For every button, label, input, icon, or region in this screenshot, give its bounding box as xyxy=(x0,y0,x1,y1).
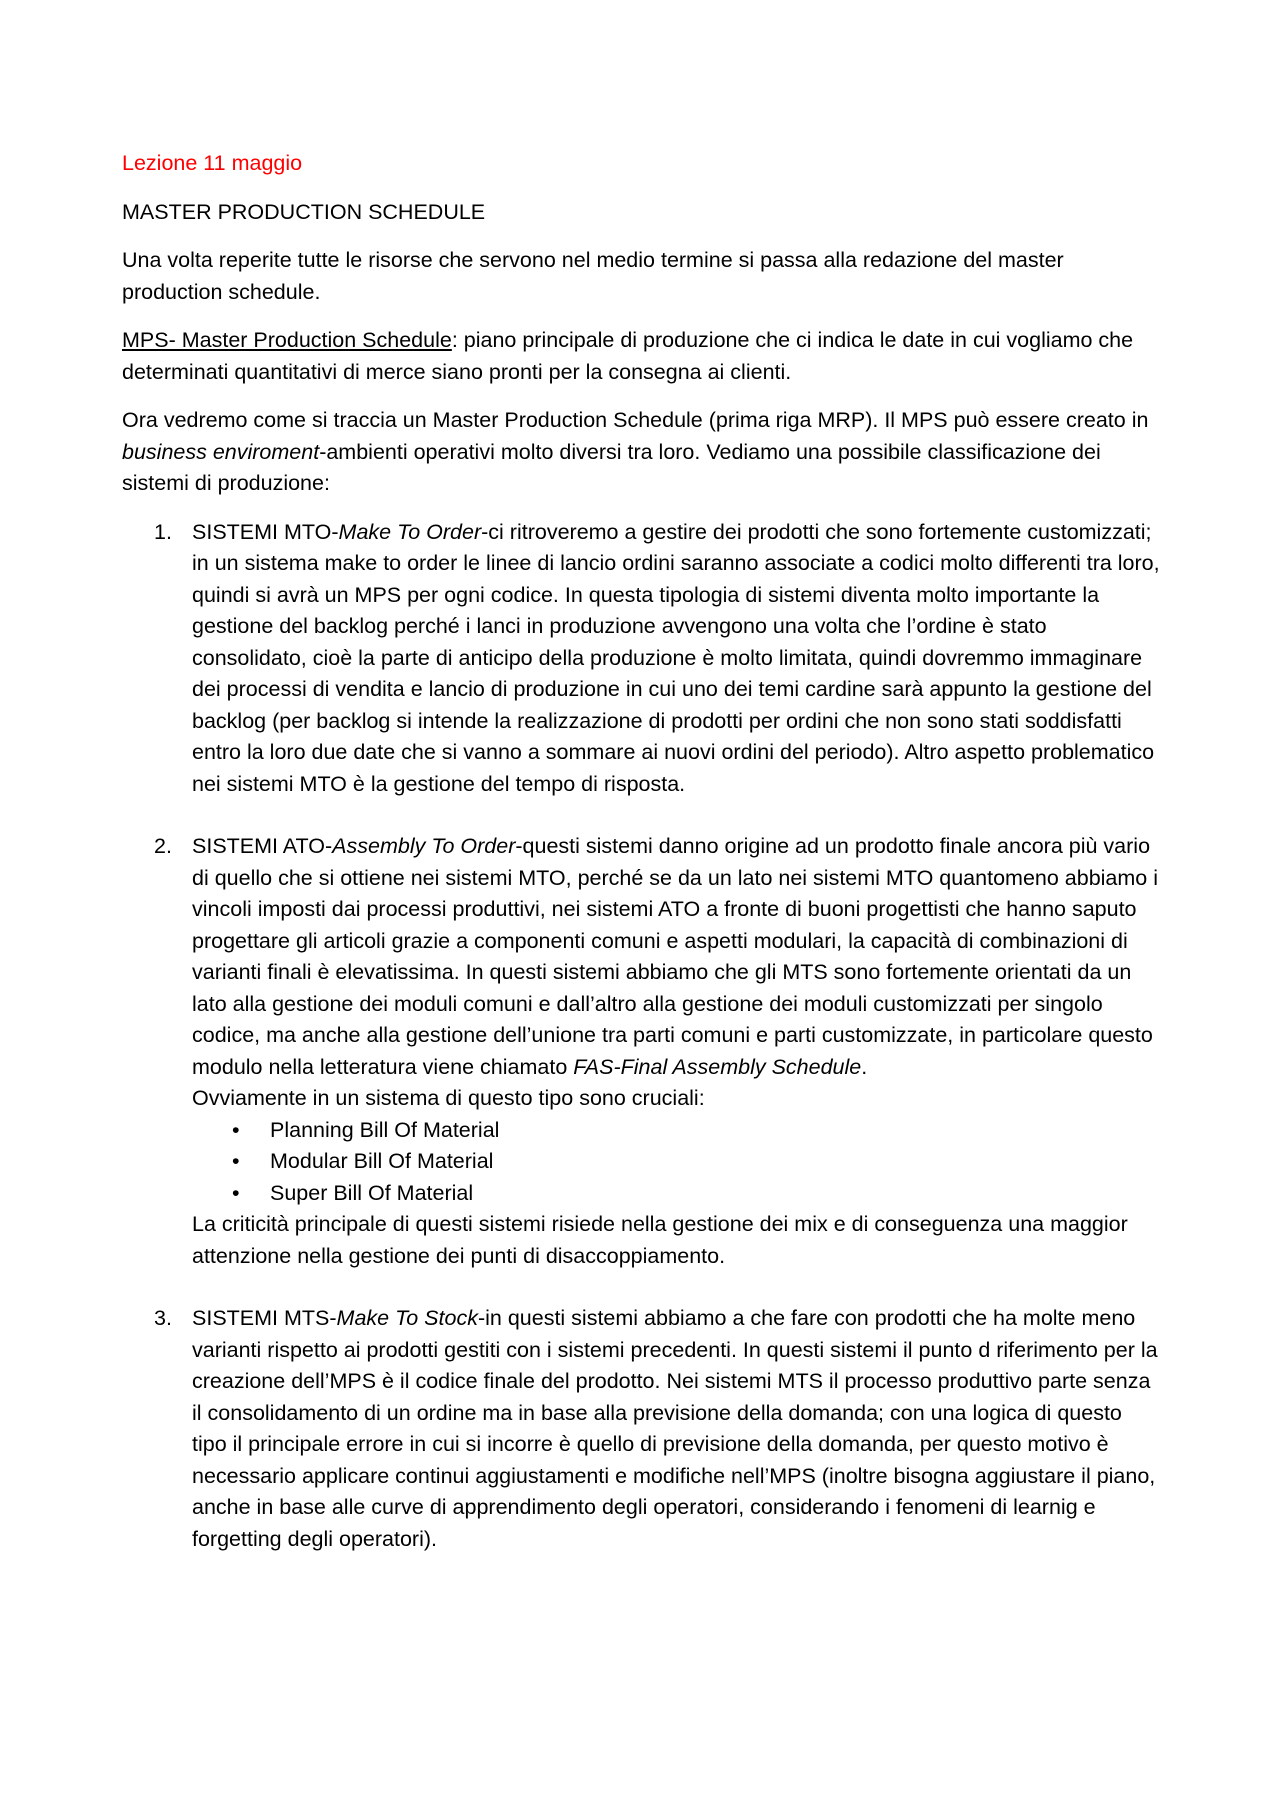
sub-intro: Ovviamente in un sistema di questo tipo sono cruciali: xyxy=(192,1086,705,1110)
item-lead: SISTEMI MTS- xyxy=(192,1306,337,1330)
intro-paragraph: Una volta reperite tutte le risorse che servono nel medio termine si passa alla redazione del master production schedule. xyxy=(122,248,1064,304)
item-text: -questi sistemi danno origine ad un prodotto finale ancora più vario di quello che si ottiene nei sistemi MTO, perché se da un lato nei sistemi MTO quantomeno abbiamo i vincoli imposti dai processi produttivi, nei sistemi ATO a fronte di buoni progettisti che hanno saputo progettare gli articoli grazie a componenti comuni e aspetti modulari, la capacità di combinazioni di varianti finali è elevatissima. In questi sistemi abbiamo che gli MTS sono fortemente orientati da un lato alla gestione dei moduli comuni e dall’altro alla gestione dei moduli customizzati per singolo codice, ma anche alla gestione dell’unione tra parti comuni e parti customizzate, in particolare questo modulo nella letteratura viene chiamato xyxy=(192,834,1159,1079)
production-systems-list xyxy=(122,517,1162,1556)
bullet-text: Modular Bill Of Material xyxy=(270,1149,494,1173)
list-item-mto xyxy=(122,517,1162,801)
overview-part1: Ora vedremo come si traccia un Master Production Schedule (prima riga MRP). Il MPS può essere creato in xyxy=(122,408,1149,432)
bullet-text: Super Bill Of Material xyxy=(270,1180,474,1205)
definition-paragraph xyxy=(122,325,1162,388)
list-number: 3. xyxy=(154,1306,172,1330)
bullet-text: Planning Bill Of Material xyxy=(270,1117,500,1142)
bullet-icon: • xyxy=(232,1180,240,1205)
list-item-ato xyxy=(122,831,1162,1272)
definition-term: MPS- Master Production Schedule xyxy=(122,328,452,352)
item-text: -in questi sistemi abbiamo a che fare con prodotti che ha molte meno varianti rispetto ai prodotti gestiti con i sistemi precedenti. In questi sistemi il punto d riferimento per la creazione dell’MPS è il codice finale del prodotto. Nei sistemi MTS il processo produttivo parte senza il consolidamento di un ordine ma in base alla previsione della domanda; con una logica di questo tipo il principale errore in cui si incorre è quello di previsione della domanda, per questo motivo è necessario applicare continui aggiustamenti e modifiche nell’MPS (inoltre bisogna aggiustare il piano, anche in base alle curve di apprendimento degli operatori, considerando i fenomeni di learnig e forgetting degli operatori). xyxy=(192,1306,1158,1551)
definition-text: : piano principale di produzione che ci indica le date in cui vogliamo che determinati quantitativi di merce siano pronti per la consegna ai clienti. xyxy=(122,328,1134,384)
bullet-item xyxy=(192,1178,1162,1210)
item-text: -ci ritroveremo a gestire dei prodotti che sono fortemente customizzati; in un sistema make to order le linee di lancio ordini saranno associate a codici molto differenti tra loro, quindi si avrà un MPS per ogni codice. In questa tipologia di sistemi diventa molto importante la gestione del backlog perché i lanci in produzione avvengono una volta che l’ordine è stato consolidato, cioè la parte di anticipo della produzione è molto limitata, quindi dovremmo immaginare dei processi di vendita e lancio di produzione in cui uno dei temi cardine sarà appunto la gestione del backlog (per backlog si intende la realizzazione di prodotti per ordini che non sono stati soddisfatti entro la loro due date che si vanno a sommare ai nuovi ordini del periodo). Altro aspetto problematico nei sistemi MTO è la gestione del tempo di risposta. xyxy=(192,519,1160,796)
overview-italic: business enviroment xyxy=(122,439,320,464)
bullet-item xyxy=(192,1146,1162,1178)
lesson-title: Lezione 11 maggio xyxy=(122,151,303,175)
overview-paragraph xyxy=(122,405,1162,500)
item-lead: SISTEMI ATO- xyxy=(192,834,333,858)
item-italic: Make To Order xyxy=(338,519,482,544)
item-conclusion: La criticità principale di questi sistemi risiede nella gestione dei mix e di conseguenza una maggior attenzione nella gestione dei punti di disaccoppiamento. xyxy=(192,1212,1128,1268)
list-number: 1. xyxy=(154,519,172,544)
list-number: 2. xyxy=(154,834,172,858)
bill-of-material-list xyxy=(192,1115,1162,1210)
document-body xyxy=(122,148,1162,1586)
bullet-icon: • xyxy=(232,1149,240,1173)
item-italic: Make To Stock xyxy=(336,1306,478,1330)
item-lead: SISTEMI MTO- xyxy=(192,519,339,544)
section-heading: MASTER PRODUCTION SCHEDULE xyxy=(122,199,486,224)
overview-part2: -ambienti operativi molto diversi tra loro. Vediamo una possibile classificazione dei sistemi di produzione: xyxy=(122,439,1101,495)
item-italic: Assembly To Order xyxy=(332,834,516,858)
list-item-mts xyxy=(122,1303,1162,1555)
item-text-end: . xyxy=(861,1054,868,1079)
item-text-italic: FAS-Final Assembly Schedule xyxy=(573,1054,862,1079)
bullet-icon: • xyxy=(232,1117,240,1142)
bullet-item xyxy=(192,1115,1162,1147)
